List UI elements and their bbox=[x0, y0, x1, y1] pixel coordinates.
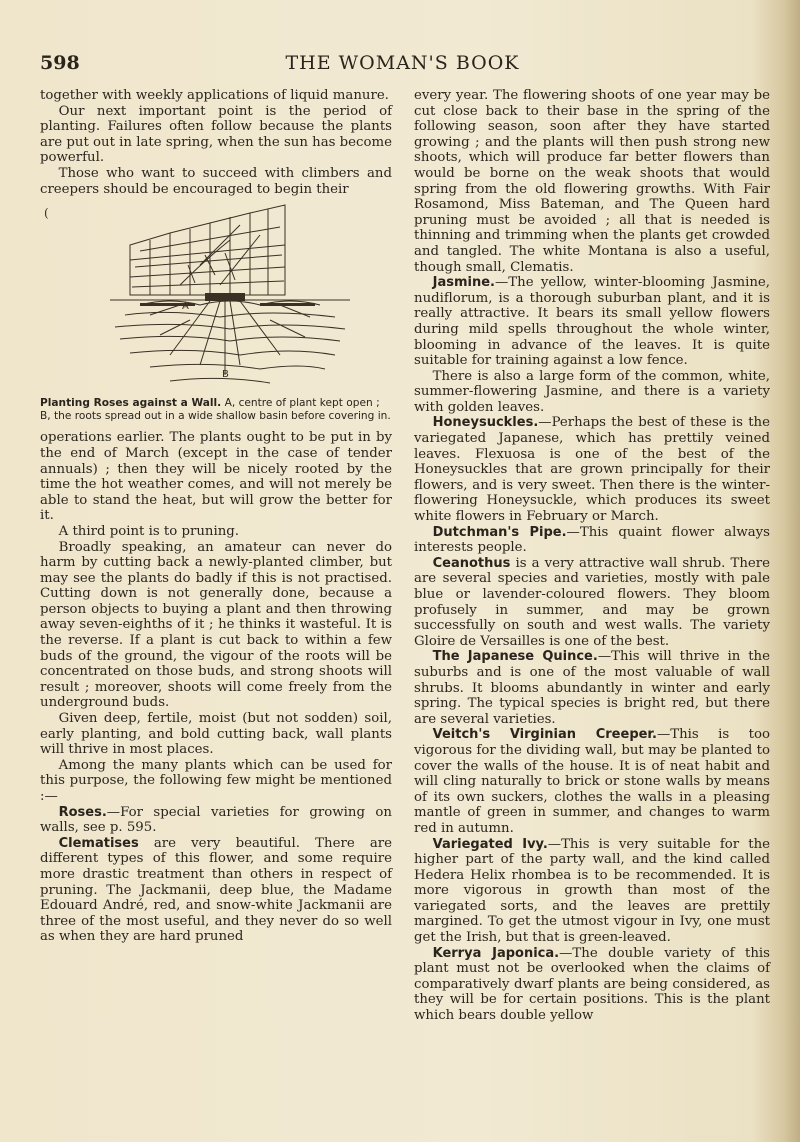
entry-text: —Perhaps the best of these is the variegated Japanese, which has prettily veined leaves. Flexuosa is one of the best of the Honeysuckles that are grown principally for their flowers, and is very sweet. Then there is the winter-flowering Honeysuckle, which produces its sweet white flowers in February or March. bbox=[414, 415, 770, 525]
entry-heading: Clematises bbox=[58, 835, 139, 851]
paragraph: A third point is to pruning. bbox=[58, 523, 240, 539]
entry-kerrya-japonica bbox=[414, 946, 770, 1024]
paragraph: Broadly speaking, an amateur can never do harm by cutting back a newly-planted climber, but may see the plants do badly if this is not practised. Cutting down is not generally done, because a person objects to buying a plant and then throwing away seven-eighths of it ; he thinks it wasteful. It is the reverse. If a plant is cut back to within a few buds of the ground, the vigour of the roots will be concentrated on those buds, and strong shoots will result ; moreover, shoots will come freely from the underground buds. bbox=[40, 539, 392, 711]
paragraph: Among the many plants which can be used for this purpose, the following few might be mentioned :— bbox=[40, 757, 392, 804]
entry-text: —The double variety of this plant must not be overlooked when the claims of comparatively dwarf plants are being considered, as they will be for certain positions. This is the plant which bears double yellow bbox=[414, 945, 770, 1024]
entry-heading: Jasmine. bbox=[432, 275, 495, 291]
figure-caption bbox=[40, 397, 392, 422]
entry-heading: The Japanese Quince. bbox=[432, 649, 598, 665]
paragraph: every year. The flowering shoots of one year may be cut close back to their base in the spring of the following season, soon after they have started growing ; and the plants will then push strong new shoots, which will produce far better flowers than would be borne on the weak shoots that would spring from the old flowering growths. With Fair Rosamond, Miss Bateman, and The Queen hard pruning must be avoided ; all that is needed is thinning and trimming when the plants get crowded and tangled. The white Montana is also a useful, though small, Clematis. bbox=[414, 88, 770, 275]
page-header bbox=[40, 52, 765, 80]
paragraph: There is also a large form of the common, white, summer-flowering Jasmine, and there is a variety with golden leaves. bbox=[414, 368, 770, 415]
entry-dutchmans-pipe bbox=[414, 525, 770, 556]
paragraph: Those who want to succeed with climbers and creepers should be encouraged to begin their bbox=[40, 165, 392, 197]
entry-heading: Roses. bbox=[58, 804, 107, 820]
entry-ceanothus bbox=[414, 556, 770, 650]
soil-and-roots bbox=[110, 300, 350, 383]
entry-text: is a very attractive wall shrub. There are several species and varieties, mostly with pale blue or lavender-coloured flowers. They bloom profusely in summer, and may be grown successfully on south and west walls. The variety Gloire de Versailles is one of the best. bbox=[414, 555, 770, 649]
entry-clematises bbox=[40, 836, 392, 945]
entry-text: —The yellow, winter-blooming Jasmine, nudiflorum, is a thorough suburban plant, and it is really attractive. It bears its small yellow flowers during mild spells throughout the whole winter, blooming in advance of the leaves. It is quite suitable for training against a low fence. bbox=[414, 275, 770, 369]
entry-text: are very beautiful. There are different types of this flower, and some require more drastic treatment than others in respect of pruning. The Jackmanii, deep blue, the Madame Edouard André, red, and snow-white Jackmanii are three of the most useful, and they never do so well as when they are hard pruned bbox=[40, 835, 392, 945]
figure-mark: ( bbox=[44, 206, 49, 221]
left-column bbox=[40, 88, 392, 945]
entry-jasmine bbox=[414, 275, 770, 369]
entry-text: —This is very suitable for the higher part of the party wall, and the kind called Hedera Helix rhombea is to be recommended. It is more vigorous in growth than most of the variegated sorts, and the leaves are prettily margined. To get the utmost vigour in Ivy, one must get the Irish, but that is green-leaved. bbox=[414, 836, 770, 946]
caption-text: A, centre of plant kept open ; B, the roots spread out in a wide shallow basin before covering in. bbox=[40, 397, 391, 422]
entry-text: —This quaint flower always interests people. bbox=[414, 524, 770, 556]
figure-planting-roses bbox=[40, 205, 392, 422]
right-column bbox=[414, 88, 770, 1024]
entry-text: —This will thrive in the suburbs and is one of the most valuable of wall shrubs. It blooms abundantly in winter and early spring. The typical species is bright red, but there are several varieties. bbox=[414, 649, 770, 727]
entry-text: —For special varieties for growing on walls, see p. 595. bbox=[40, 804, 392, 836]
label-b: B bbox=[222, 369, 229, 381]
entry-virginian-creeper bbox=[414, 727, 770, 836]
running-title: THE WOMAN'S BOOK bbox=[285, 52, 520, 74]
entry-heading: Veitch's Virginian Creeper. bbox=[432, 727, 657, 743]
entry-heading: Honeysuckles. bbox=[432, 415, 539, 431]
entry-variegated-ivy bbox=[414, 837, 770, 946]
entry-honeysuckles bbox=[414, 415, 770, 524]
entry-heading: Ceanothus bbox=[432, 555, 511, 571]
entry-heading: Variegated Ivy. bbox=[432, 836, 548, 852]
entry-japanese-quince bbox=[414, 649, 770, 727]
wall-illustration bbox=[44, 205, 350, 393]
brick-wall bbox=[130, 205, 285, 295]
label-a: A bbox=[182, 301, 189, 313]
entry-heading: Dutchman's Pipe. bbox=[432, 524, 567, 540]
entry-roses bbox=[40, 805, 392, 836]
caption-lead: Planting Roses against a Wall. bbox=[40, 397, 222, 410]
paragraph: Given deep, fertile, moist (but not sodden) soil, early planting, and bold cutting back, wall plants will thrive in most places. bbox=[40, 711, 392, 758]
paragraph: operations earlier. The plants ought to be put in by the end of March (except in the case of tender annuals) ; then they will be nicely rooted by the time the hot weather comes, and will not merely be able to stand the heat, but will grow the better for it. bbox=[40, 430, 392, 524]
entry-text: —This is too vigorous for the dividing wall, but may be planted to cover the walls of the house. It is of neat habit and will cling naturally to brick or stone walls by means of its own suckers, clothes the walls in a pleasing mantle of green in summer, and changes to warm red in autumn. bbox=[414, 727, 770, 836]
page-number: 598 bbox=[40, 52, 80, 74]
paragraph: together with weekly applications of liquid manure. bbox=[40, 88, 389, 103]
entry-heading: Kerrya Japonica. bbox=[432, 945, 560, 961]
paragraph: Our next important point is the period of planting. Failures often follow because the plants are put out in late spring, when the sun has become powerful. bbox=[40, 103, 392, 166]
